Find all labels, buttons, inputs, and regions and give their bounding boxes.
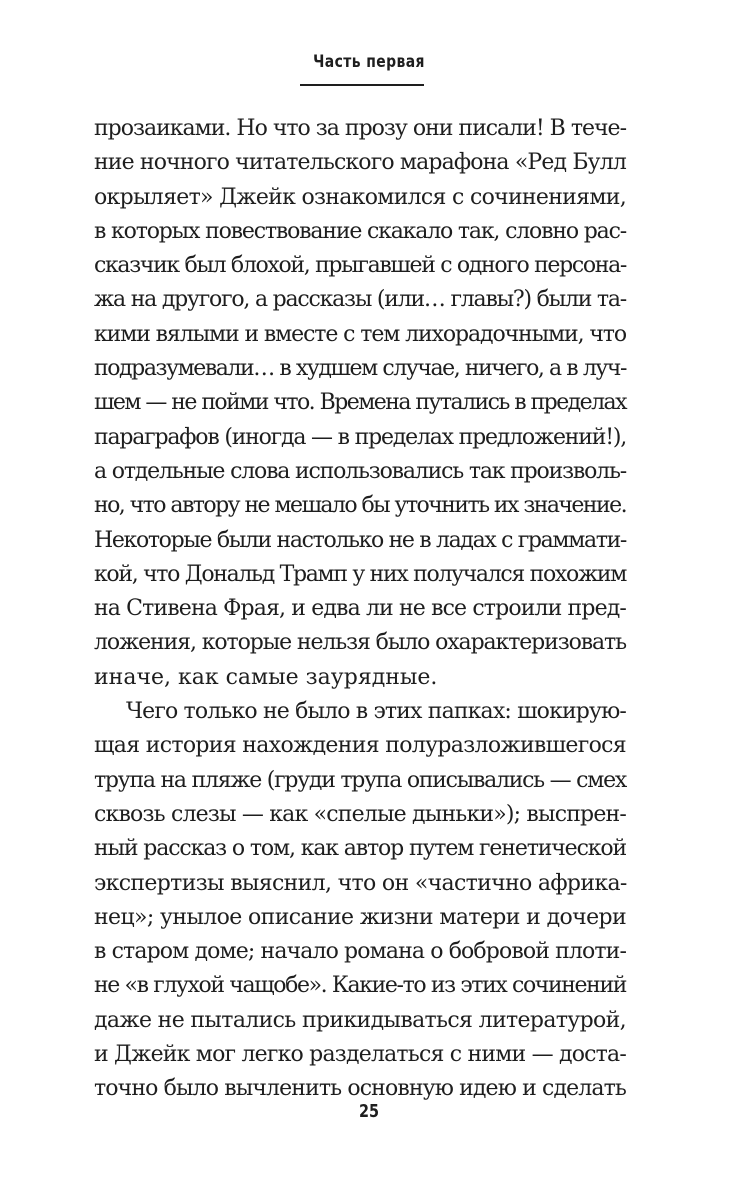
text-line: параграфов (иногда — в пределах предложений!), <box>94 424 626 450</box>
text-line: прозаиками. Но что за прозу они писали! В тече- <box>94 116 627 141</box>
page-number: 25 <box>358 1101 380 1122</box>
text-line: подразумевали… в худшем случае, ничего, а в луч- <box>94 356 626 382</box>
body-text <box>94 112 626 1107</box>
text-line: Некоторые были настолько не в ладах с граммати- <box>94 527 626 553</box>
text-line: шем — не пойми что. Времена путались в пределах <box>94 390 626 416</box>
text-line: экспертизы выяснил, что он «частично африка- <box>94 870 627 896</box>
text-line: сквозь слезы — как «спелые дыньки»); выспрен- <box>94 801 626 827</box>
text-line: ный рассказ о том, как автор путем генетической <box>94 836 627 862</box>
paragraph-start-line: Чего только не было в этих папках: шокирую- <box>126 699 626 725</box>
text-line: даже не пытались прикидываться литературой, <box>94 1007 626 1033</box>
text-line: ние ночного читательского марафона «Ред Булл <box>94 150 626 176</box>
text-line: и Джейк мог легко разделаться с ними — доста- <box>94 1042 626 1068</box>
text-line: в старом доме; начало романа о бобровой плоти- <box>94 939 626 965</box>
text-line: кой, что Дональд Трамп у них получался похожим <box>94 561 627 587</box>
text-line: жа на другого, а рассказы (или… главы?) были та- <box>94 287 626 313</box>
text-line: на Стивена Фрая, и едва ли не все строили пред- <box>94 596 626 622</box>
text-line: кими вялыми и вместе с тем лихорадочными, что <box>94 321 626 347</box>
text-line: а отдельные слова использовались так произволь- <box>94 458 626 484</box>
text-line: трупа на пляже (груди трупа описывались — смех <box>94 767 627 793</box>
text-line: точно было вычленить основную идею и сделать <box>94 1076 627 1102</box>
text-line: но, что автору не мешало бы уточнить их значение. <box>94 493 627 519</box>
running-head: Часть первая <box>313 52 425 72</box>
text-line: щая история нахождения полуразложившегося <box>94 733 626 759</box>
text-line: нец»; унылое описание жизни матери и дочери <box>94 904 626 930</box>
text-line: окрыляет» Джейк ознакомился с сочинениями, <box>94 184 626 210</box>
paragraph-end-line: иначе, как самые заурядные. <box>94 664 438 690</box>
text-line: сказчик был блохой, прыгавшей с одного персона- <box>94 253 626 279</box>
text-line: в которых повествование скакало так, словно рас- <box>94 218 626 244</box>
running-head-rule <box>300 84 424 86</box>
text-line: ложения, которые нельзя было охарактеризовать <box>94 630 626 656</box>
text-line: не «в глухой чащобе». Какие-то из этих сочинений <box>94 973 626 999</box>
